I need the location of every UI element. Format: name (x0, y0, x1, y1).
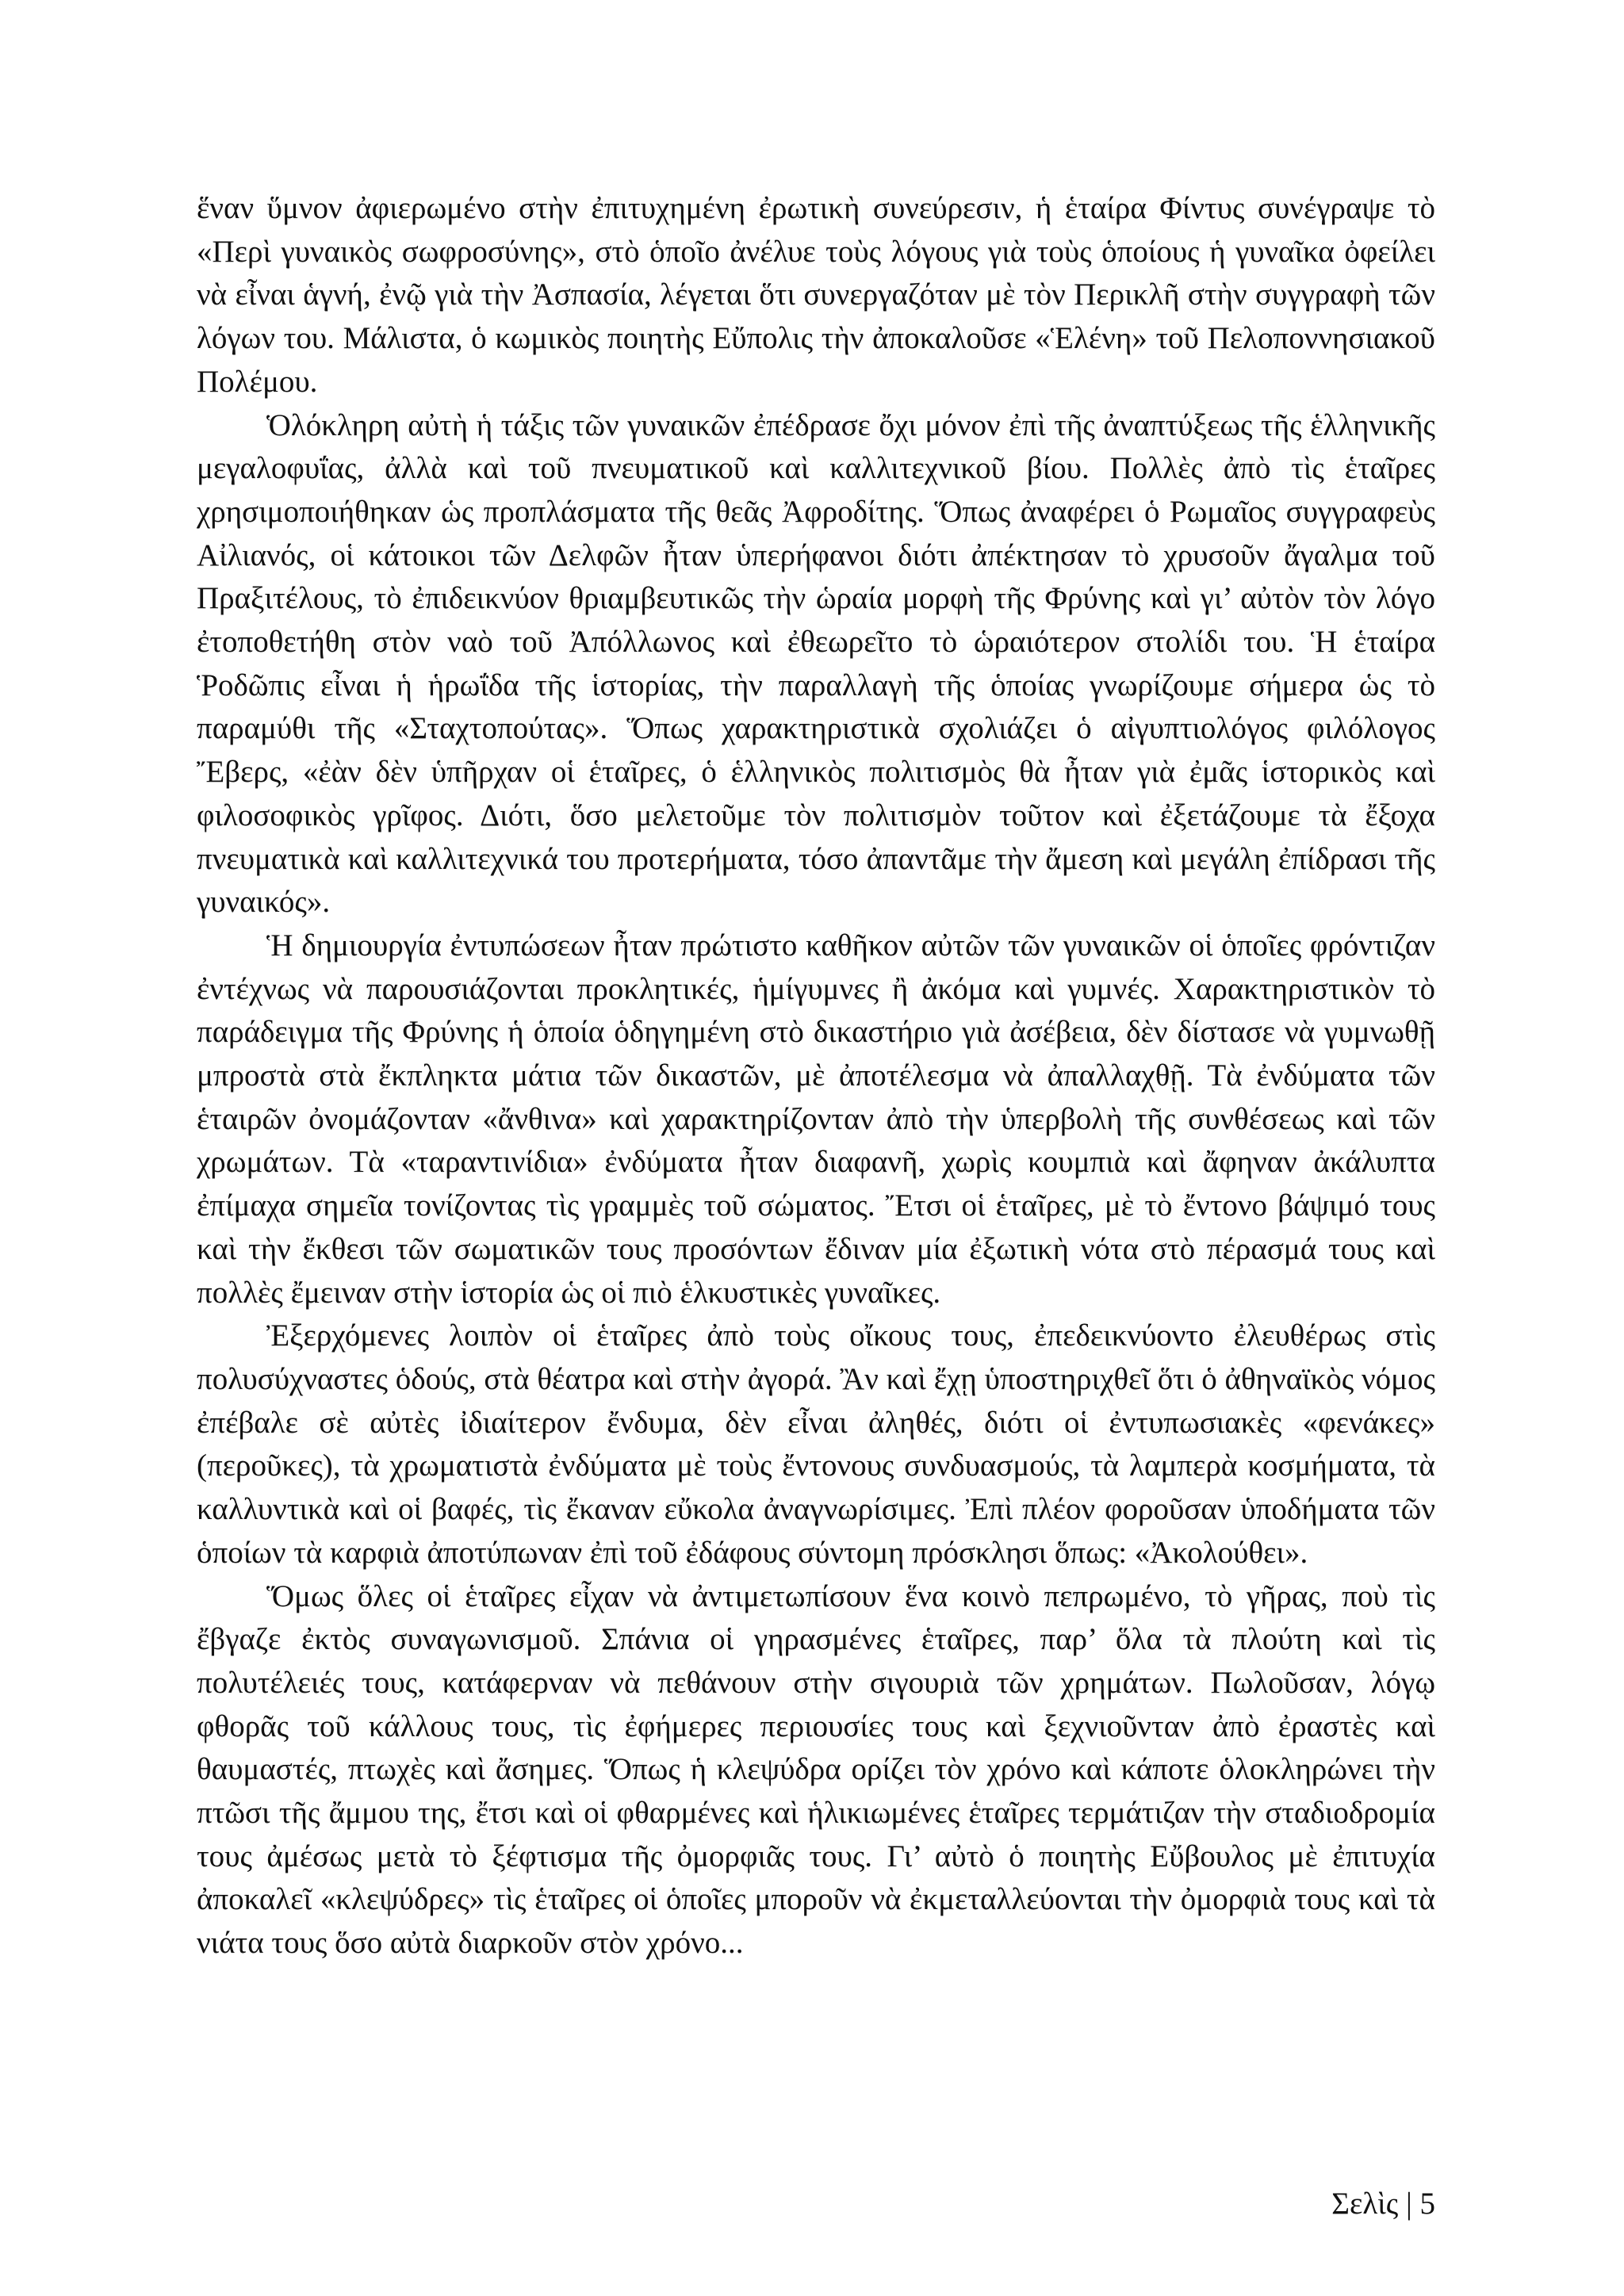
paragraph: Ἡ δημιουργία ἐντυπώσεων ἦταν πρώτιστο καθῆκον αὐτῶν τῶν γυναικῶν οἱ ὁποῖες φρόντιζαν ἐντέχνως νὰ παρουσιάζονται προκλητικές, ἡμίγυμνες ἢ ἀκόμα καὶ γυμνές. Χαρακτηριστικὸν τὸ παράδειγμα τῆς Φρύνης ἡ ὁποία ὁδηγημένη στὸ δικαστήριο γιὰ ἀσέβεια, δὲν δίστασε νὰ γυμνωθῇ μπροστὰ στὰ ἔκπληκτα μάτια τῶν δικαστῶν, μὲ ἀποτέλεσμα νὰ ἀπαλλαχθῇ. Τὰ ἐνδύματα τῶν ἑταιρῶν ὀνομάζονταν «ἄνθινα» καὶ χαρακτηρίζονταν ἀπὸ τὴν ὑπερβολὴ τῆς συνθέσεως καὶ τῶν χρωμάτων. Τὰ «ταραντινίδια» ἐνδύματα ἦταν διαφανῆ, χωρὶς κουμπιὰ καὶ ἄφηναν ἀκάλυπτα ἐπίμαχα σημεῖα τονίζοντας τὶς γραμμὲς τοῦ σώματος. Ἔτσι οἱ ἑταῖρες, μὲ τὸ ἔντονο βάψιμό τους καὶ τὴν ἔκθεσι τῶν σωματικῶν τους προσόντων ἔδιναν μία ἐξωτικὴ νότα στὸ πέρασμά τους καὶ πολλὲς ἔμειναν στὴν ἱστορία ὡς οἱ πιὸ ἑλκυστικὲς γυναῖκες. (197, 928, 1435, 1310)
paragraph: Ὁλόκληρη αὐτὴ ἡ τάξις τῶν γυναικῶν ἐπέδρασε ὄχι μόνον ἐπὶ τῆς ἀναπτύξεως τῆς ἑλληνικῆς μεγαλοφυΐας, ἀλλὰ καὶ τοῦ πνευματικοῦ καὶ καλλιτεχνικοῦ βίου. Πολλὲς ἀπὸ τὶς ἑταῖρες χρησιμοποιήθηκαν ὡς προπλάσματα τῆς θεᾶς Ἀφροδίτης. Ὅπως ἀναφέρει ὁ Ρωμαῖος συγγραφεὺς Αἰλιανός, οἱ κάτοικοι τῶν Δελφῶν ἦταν ὑπερήφανοι διότι ἀπέκτησαν τὸ χρυσοῦν ἄγαλμα τοῦ Πραξιτέλους, τὸ ἐπιδεικνύον θριαμβευτικῶς τὴν ὡραία μορφὴ τῆς Φρύνης καὶ γι’ αὐτὸν τὸν λόγο ἐτοποθετήθη στὸν ναὸ τοῦ Ἀπόλλωνος καὶ ἐθεωρεῖτο τὸ ὡραιότερον στολίδι του. Ἡ ἑταίρα Ῥοδῶπις εἶναι ἡ ἡρωΐδα τῆς ἱστορίας, τὴν παραλλαγὴ τῆς ὁποίας γνωρίζουμε σήμερα ὡς τὸ παραμύθι τῆς «Σταχτοπούτας». Ὅπως χαρακτηριστικὰ σχολιάζει ὁ αἰγυπτιολόγος φιλόλογος Ἔβερς, «ἐὰν δὲν ὑπῆρχαν οἱ ἑταῖρες, ὁ ἑλληνικὸς πολιτισμὸς θὰ ἦταν γιὰ ἐμᾶς ἱστορικὸς καὶ φιλοσοφικὸς γρῖφος. Διότι, ὅσο μελετοῦμε τὸν πολιτισμὸν τοῦτον καὶ ἐξετάζουμε τὰ ἔξοχα πνευματικὰ καὶ καλλιτεχνικά του προτερήματα, τόσο ἀπαντᾶμε τὴν ἄμεση καὶ μεγάλη ἐπίδρασι τῆς γυναικός». (197, 408, 1435, 920)
paragraph-continuation: ἕναν ὕμνον ἀφιερωμένο στὴν ἐπιτυχημένη ἐρωτικὴ συνεύρεσιν, ἡ ἑταίρα Φίντυς συνέγραψε τὸ «Περὶ γυναικὸς σωφροσύνης», στὸ ὁποῖο ἀνέλυε τοὺς λόγους γιὰ τοὺς ὁποίους ἡ γυναῖκα ὀφείλει νὰ εἶναι ἁγνή, ἐνῷ γιὰ τὴν Ἀσπασία, λέγεται ὅτι συνεργαζόταν μὲ τὸν Περικλῆ στὴν συγγραφὴ τῶν λόγων του. Μάλιστα, ὁ κωμικὸς ποιητὴς Εὔπολις τὴν ἀποκαλοῦσε «Ἑλένη» τοῦ Πελοποννησιακοῦ Πολέμου. (197, 191, 1435, 399)
page-number: Σελὶς | 5 (1331, 2187, 1435, 2221)
paragraph: Ἐξερχόμενες λοιπὸν οἱ ἑταῖρες ἀπὸ τοὺς οἴκους τους, ἐπεδεικνύοντο ἐλευθέρως στὶς πολυσύχναστες ὁδούς, στὰ θέατρα καὶ στὴν ἀγορά. Ἂν καὶ ἔχῃ ὑποστηριχθεῖ ὅτι ὁ ἀθηναϊκὸς νόμος ἐπέβαλε σὲ αὐτὲς ἰδιαίτερον ἔνδυμα, δὲν εἶναι ἀληθές, διότι οἱ ἐντυπωσιακὲς «φενάκες» (περοῦκες), τὰ χρωματιστὰ ἐνδύματα μὲ τοὺς ἔντονους συνδυασμούς, τὰ λαμπερὰ κοσμήματα, τὰ καλλυντικὰ καὶ οἱ βαφές, τὶς ἔκαναν εὔκολα ἀναγνωρίσιμες. Ἐπὶ πλέον φοροῦσαν ὑποδήματα τῶν ὁποίων τὰ καρφιὰ ἀποτύπωναν ἐπὶ τοῦ ἐδάφους σύντομη πρόσκλησι ὅπως: «Ἀκολούθει». (197, 1318, 1435, 1570)
body-text (197, 187, 1435, 1965)
paragraph: Ὅμως ὅλες οἱ ἑταῖρες εἶχαν νὰ ἀντιμετωπίσουν ἕνα κοινὸ πεπρωμένο, τὸ γῆρας, ποὺ τὶς ἔβγαζε ἐκτὸς συναγωνισμοῦ. Σπάνια οἱ γηρασμένες ἑταῖρες, παρ’ ὅλα τὰ πλούτη καὶ τὶς πολυτέλειές τους, κατάφερναν νὰ πεθάνουν στὴν σιγουριὰ τῶν χρημάτων. Πωλοῦσαν, λόγῳ φθορᾶς τοῦ κάλλους τους, τὶς ἐφήμερες περιουσίες τους καὶ ξεχνιοῦνταν ἀπὸ ἐραστὲς καὶ θαυμαστές, πτωχὲς καὶ ἄσημες. Ὅπως ἡ κλεψύδρα ορίζει τὸν χρόνο καὶ κάποτε ὁλοκληρώνει τὴν πτῶσι τῆς ἄμμου της, ἔτσι καὶ οἱ φθαρμένες καὶ ἡλικιωμένες ἑταῖρες τερμάτιζαν τὴν σταδιοδρομία τους ἀμέσως μετὰ τὸ ξέφτισμα τῆς ὀμορφιᾶς τους. Γι’ αὐτὸ ὁ ποιητὴς Εὔβουλος μὲ ἐπιτυχία ἀποκαλεῖ «κλεψύδρες» τὶς ἑταῖρες οἱ ὁποῖες μποροῦν νὰ ἐκμεταλλεύονται τὴν ὀμορφιὰ τους καὶ τὰ νιάτα τους ὅσο αὐτὰ διαρκοῦν στὸν χρόνο... (197, 1578, 1435, 1961)
